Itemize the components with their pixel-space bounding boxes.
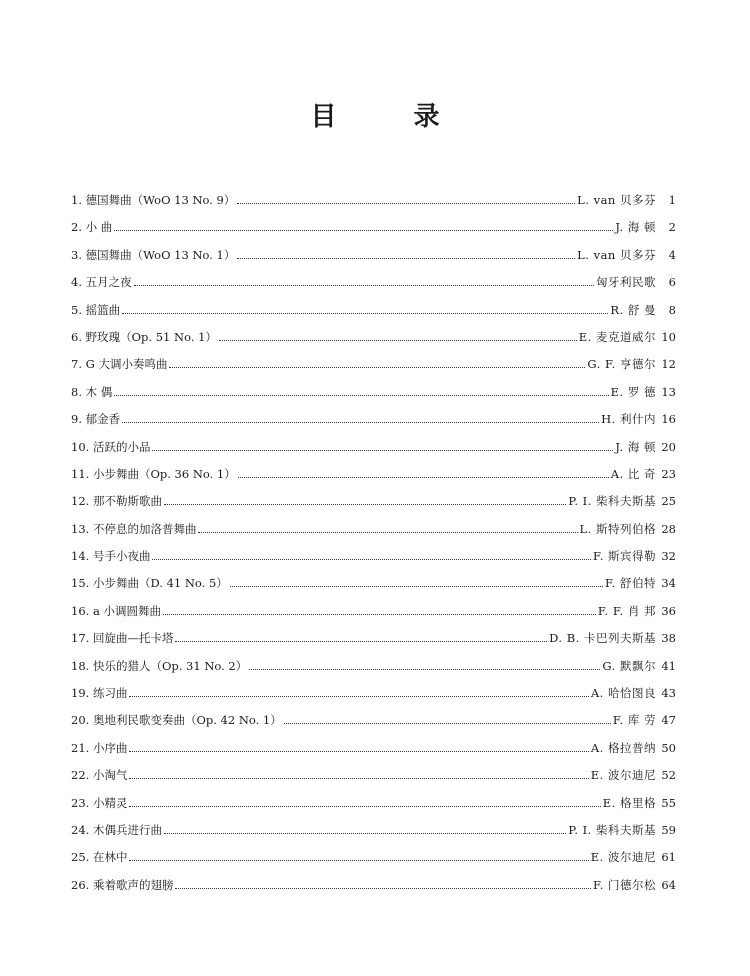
entry-composer: A. 比 奇 <box>610 466 656 481</box>
entry-title: 10. 活跃的小品 <box>71 439 151 454</box>
entry-title: 26. 乘着歌声的翅膀 <box>71 877 174 892</box>
entry-composer: A. 格拉普纳 <box>590 740 656 755</box>
entry-composer: G. 默飘尔 <box>602 658 656 673</box>
toc-entry <box>71 847 676 874</box>
entry-page-number: 23 <box>661 466 676 481</box>
toc-entry <box>71 738 676 765</box>
entry-title: 7. G 大调小奏鸣曲 <box>71 357 168 372</box>
entry-title: 13. 不停息的加洛普舞曲 <box>71 521 197 536</box>
entry-page-number: 28 <box>661 521 676 536</box>
entry-title: 18. 快乐的猎人（Op. 31 No. 2） <box>71 658 248 673</box>
dot-leader <box>230 586 603 587</box>
entry-composer: P. I. 柴科夫斯基 <box>568 822 656 837</box>
entry-composer: F. 库 劳 <box>612 713 656 728</box>
entry-title: 16. a 小调圆舞曲 <box>71 603 161 618</box>
entry-composer: F. F. 肖 邦 <box>597 603 656 618</box>
dot-leader <box>129 696 588 697</box>
dot-leader <box>164 504 566 505</box>
toc-entry <box>71 656 676 683</box>
entry-title: 24. 木偶兵进行曲 <box>71 822 162 837</box>
entry-title: 3. 德国舞曲（WoO 13 No. 1） <box>71 247 236 262</box>
dot-leader <box>237 203 575 204</box>
toc-entry <box>71 327 676 354</box>
dot-leader <box>114 395 608 396</box>
dot-leader <box>129 860 588 861</box>
dot-leader <box>219 340 577 341</box>
entry-composer: E. 罗 德 <box>610 384 656 399</box>
entry-composer: E. 格里格 <box>602 795 656 810</box>
toc-entry <box>71 409 676 436</box>
entry-page-number: 43 <box>661 686 676 701</box>
dot-leader <box>152 559 591 560</box>
entry-page-number: 25 <box>661 494 676 509</box>
entry-title: 4. 五月之夜 <box>71 275 132 290</box>
toc-entry <box>71 491 676 518</box>
dot-leader <box>175 641 547 642</box>
dot-leader <box>129 751 588 752</box>
entry-title: 19. 练习曲 <box>71 686 128 701</box>
dot-leader <box>238 477 609 478</box>
entry-title: 12. 那不勒斯歌曲 <box>71 494 162 509</box>
entry-title: 11. 小步舞曲（Op. 36 No. 1） <box>71 466 236 481</box>
entry-composer: J. 海 顿 <box>615 220 656 235</box>
entry-composer: 匈牙利民歌 <box>596 275 656 290</box>
entry-title: 25. 在林中 <box>71 850 128 865</box>
toc-entry <box>71 683 676 710</box>
entry-page-number: 38 <box>661 631 676 646</box>
entry-composer: L. van 贝多芬 <box>577 193 656 207</box>
entry-page-number: 16 <box>661 412 676 427</box>
entry-composer: J. 海 顿 <box>615 439 656 454</box>
entry-composer: R. 舒 曼 <box>610 302 656 317</box>
entry-title: 17. 回旋曲—托卡塔 <box>71 631 174 646</box>
entry-page-number: 12 <box>661 357 676 372</box>
entry-title: 1. 德国舞曲（WoO 13 No. 9） <box>71 193 236 207</box>
entry-composer: F. 舒伯特 <box>605 576 656 591</box>
dot-leader <box>152 450 613 451</box>
entry-title: 22. 小淘气 <box>71 768 128 783</box>
entry-page-number: 8 <box>668 302 676 317</box>
entry-title: 14. 号手小夜曲 <box>71 549 151 564</box>
toc-entry <box>71 573 676 600</box>
entry-page-number: 13 <box>661 384 676 399</box>
entry-composer: P. I. 柴科夫斯基 <box>568 494 656 509</box>
entry-page-number: 64 <box>661 877 676 892</box>
entry-title: 5. 摇篮曲 <box>71 302 121 317</box>
entry-composer: H. 利什内 <box>601 412 656 427</box>
dot-leader <box>129 806 600 807</box>
entry-title: 15. 小步舞曲（D. 41 No. 5） <box>71 576 228 591</box>
toc-entry <box>71 519 676 546</box>
entry-composer: D. B. 卡巴列夫斯基 <box>549 631 656 646</box>
dot-leader <box>122 422 599 423</box>
toc-entry <box>71 601 676 628</box>
dot-leader <box>163 614 596 615</box>
entry-title: 2. 小 曲 <box>71 220 113 235</box>
toc-entry <box>71 382 676 409</box>
dot-leader <box>129 778 588 779</box>
entry-page-number: 20 <box>661 439 676 454</box>
entry-page-number: 59 <box>661 822 676 837</box>
entry-page-number: 41 <box>661 658 676 673</box>
entry-page-number: 55 <box>661 795 676 810</box>
entry-composer: E. 波尔迪尼 <box>590 850 656 865</box>
entry-page-number: 52 <box>661 768 676 783</box>
entry-page-number: 36 <box>661 603 676 618</box>
toc-entry <box>71 793 676 820</box>
dot-leader <box>122 313 608 314</box>
toc-entry <box>71 875 676 902</box>
entry-title: 21. 小序曲 <box>71 740 128 755</box>
entry-page-number: 61 <box>661 850 676 865</box>
toc-entry <box>71 765 676 792</box>
dot-leader <box>169 367 585 368</box>
entry-title: 8. 木 偶 <box>71 384 113 399</box>
toc-entry <box>71 628 676 655</box>
entry-title: 20. 奥地利民歌变奏曲（Op. 42 No. 1） <box>71 713 282 728</box>
entry-composer: L. 斯特列伯格 <box>579 521 656 536</box>
entry-composer: E. 麦克道威尔 <box>578 329 656 344</box>
table-of-contents <box>71 190 676 902</box>
dot-leader <box>284 723 611 724</box>
entry-composer: A. 哈恰图良 <box>590 686 656 701</box>
entry-composer: L. van 贝多芬 <box>577 247 656 262</box>
toc-entry <box>71 354 676 381</box>
entry-title: 9. 郁金香 <box>71 412 121 427</box>
toc-entry <box>71 464 676 491</box>
dot-leader <box>175 888 591 889</box>
entry-page-number: 34 <box>661 576 676 591</box>
toc-entry <box>71 245 676 272</box>
dot-leader <box>114 230 613 231</box>
entry-page-number: 10 <box>661 329 676 344</box>
dot-leader <box>164 833 566 834</box>
entry-page-number: 1 <box>668 193 676 207</box>
entry-page-number: 6 <box>668 275 676 290</box>
entry-page-number: 50 <box>661 740 676 755</box>
entry-page-number: 2 <box>668 220 676 235</box>
entry-page-number: 47 <box>661 713 676 728</box>
toc-entry <box>71 710 676 737</box>
toc-entry <box>71 820 676 847</box>
entry-composer: E. 波尔迪尼 <box>590 768 656 783</box>
dot-leader <box>198 532 577 533</box>
toc-entry <box>71 190 676 217</box>
dot-leader <box>134 285 594 286</box>
entry-page-number: 4 <box>668 247 676 262</box>
toc-entry <box>71 300 676 327</box>
dot-leader <box>249 669 600 670</box>
entry-title: 6. 野玫瑰（Op. 51 No. 1） <box>71 329 217 344</box>
entry-composer: G. F. 亨德尔 <box>587 357 656 372</box>
toc-entry <box>71 546 676 573</box>
toc-entry <box>71 272 676 299</box>
entry-page-number: 32 <box>661 549 676 564</box>
page-title: 目 录 <box>310 102 474 132</box>
entry-composer: F. 斯宾得勒 <box>593 549 656 564</box>
entry-title: 23. 小精灵 <box>71 795 128 810</box>
toc-entry <box>71 437 676 464</box>
toc-entry <box>71 217 676 244</box>
dot-leader <box>237 258 575 259</box>
entry-composer: F. 门德尔松 <box>593 877 656 892</box>
